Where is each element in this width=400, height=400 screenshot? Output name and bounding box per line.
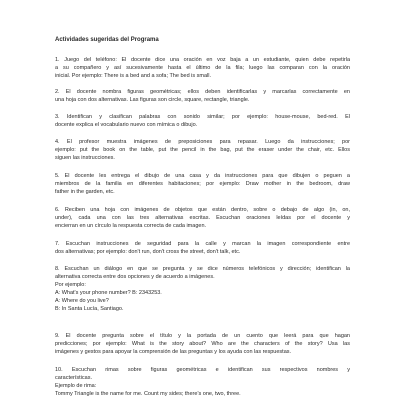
item-line: Ejemplo de rima: — [55, 383, 97, 389]
item-line: alternativa correcta entre dos opciones y de acuerdo a imágenes. — [55, 274, 215, 280]
activity-item-4 — [55, 138, 350, 162]
activity-item-1 — [55, 56, 350, 80]
item-line: ejemplo: put the book on the table, put the pencil in the bag, put the eraser under the chair, etc. Ellos — [55, 147, 350, 153]
item-line: B: In Santa Lucía, Santiago. — [55, 306, 124, 312]
item-line: características. — [55, 375, 92, 381]
item-line: Por ejemplo: — [55, 282, 86, 288]
item-line: imágenes y gestos para apoyar la comprensión de las preguntas y los ayuda con las respuestas. — [55, 349, 292, 355]
activity-item-3 — [55, 113, 350, 129]
item-line: a su compañero y así sucesivamente hasta el último de la fila; luego las comparan con la oración — [55, 65, 350, 71]
item-line: dos alternativas; por ejemplo: don't run, don't cross the street, don't talk, etc. — [55, 249, 241, 255]
item-line: Tommy Triangle is the name for me. Count my sides; there's one, two, three. — [55, 391, 241, 397]
item-line: docente explica el vocabulario nuevo con mímica o dibujo. — [55, 122, 198, 128]
item-line: predicciones; por ejemplo: What is the story about? Who are the characters of the story? Usa las — [55, 341, 350, 347]
item-line: A: Where do you live? — [55, 298, 109, 304]
activity-item-10 — [55, 366, 350, 398]
item-line: miembros de la familia en diferentes habitaciones; por ejemplo: Draw mother in the bedroom, draw — [55, 181, 350, 187]
item-line: 3. Identifican y clasifican palabras con sonido similar; por ejemplo: house-mouse, bed-red. El — [55, 114, 350, 120]
item-line: una hoja con dos alternativas. Las figuras son circle, square, rectangle, triangle. — [55, 97, 250, 103]
item-line: 9. El docente pregunta sobre el título y la portada de un cuento que leerá para que hagan — [55, 333, 350, 339]
activity-item-7 — [55, 240, 350, 256]
item-line: A: What's your phone number? B: 2343253. — [55, 290, 162, 296]
item-line: encierran en un círculo la respuesta correcta de cada imagen. — [55, 223, 207, 229]
item-line: under), cada una con las tres alternativas escritas. Escuchan oraciones leídas por el docente y — [55, 215, 350, 221]
page-title: Actividades sugeridas del Programa — [55, 37, 159, 43]
item-line: inicial. Por ejemplo: There is a bed and a sofa; The bed is small. — [55, 73, 212, 79]
activity-item-8 — [55, 265, 350, 313]
activity-item-5 — [55, 172, 350, 196]
item-line: 5. El docente les entrega el dibujo de una casa y da instrucciones para que dibujen o peguen a — [55, 173, 350, 179]
activity-item-2 — [55, 88, 350, 104]
activity-item-9 — [55, 332, 350, 356]
activity-item-6 — [55, 206, 350, 230]
item-line: 2. El docente nombra figuras geométricas; ellos deben identificarlas y marcarlas correctamente en — [55, 89, 350, 95]
item-line: 1. Juego del teléfono: El docente dice una oración en voz baja a un estudiante, quien debe repetirla — [55, 57, 350, 63]
item-line: father in the garden, etc. — [55, 189, 115, 195]
item-line: 7. Escuchan instrucciones de seguridad para la calle y marcan la imagen correspondiente entre — [55, 241, 350, 247]
item-line: 10. Escuchan rimas sobre figuras geométricas e identifican sus respectivos nombres y — [55, 367, 350, 373]
item-line: siguen las instrucciones. — [55, 155, 115, 161]
item-line: 4. El profesor muestra imágenes de preposiciones para repasar. Luego da instrucciones; por — [55, 139, 350, 145]
item-line: 6. Reciben una hoja con imágenes de objetos que están dentro, sobre o debajo de algo (in, on, — [55, 207, 350, 213]
item-line: 8. Escuchan un diálogo en que se pregunta y se dice números telefónicos y dirección; identifican la — [55, 266, 350, 272]
